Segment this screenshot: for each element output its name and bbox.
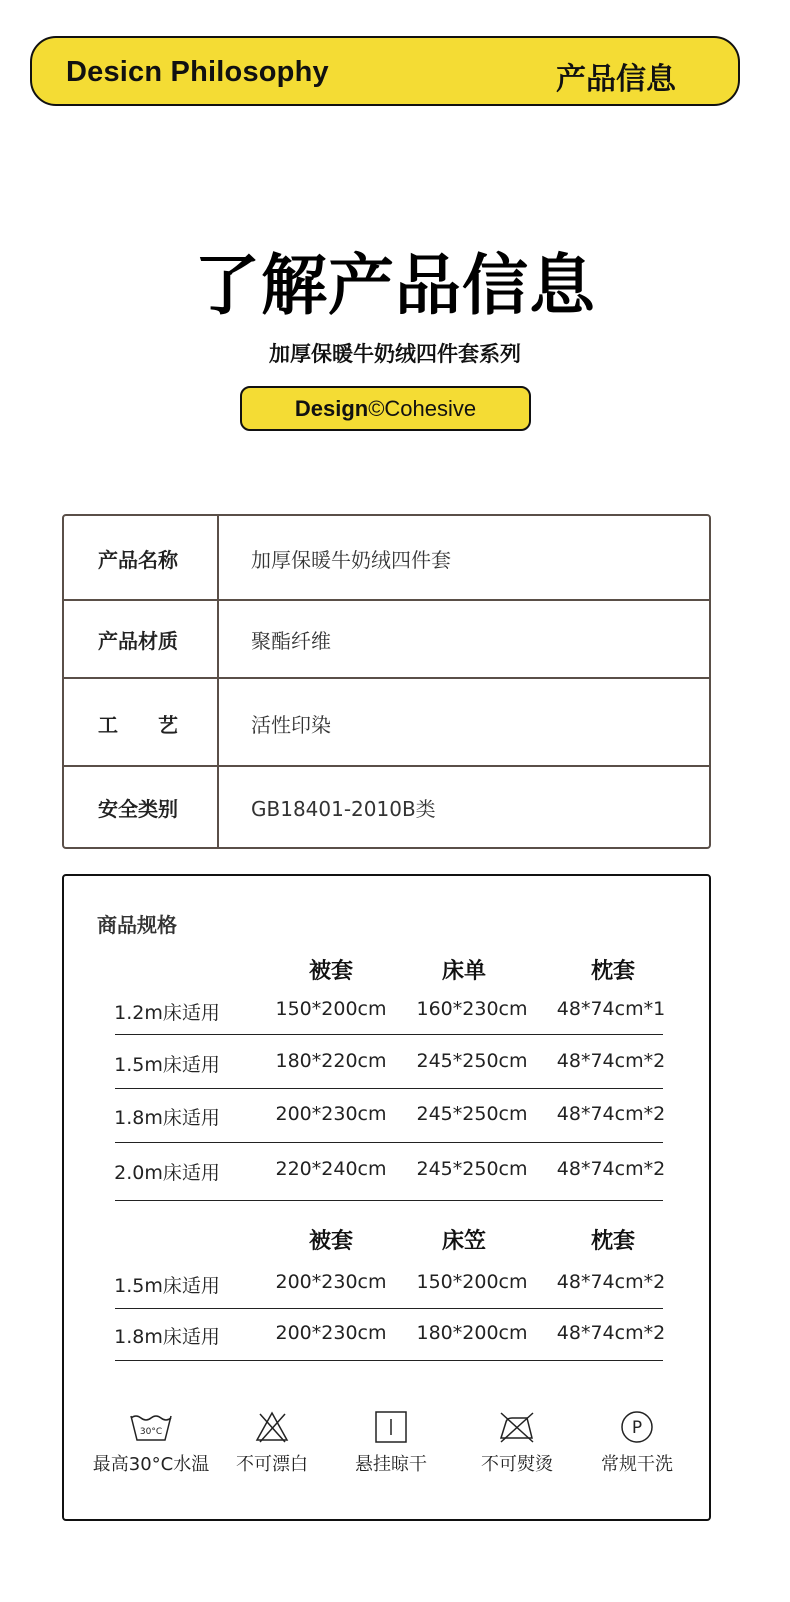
page-subtitle: 加厚保暖牛奶绒四件套系列	[269, 342, 521, 366]
row-divider	[115, 1308, 663, 1309]
brand-pill	[240, 386, 531, 431]
spec-cell: 150*200cm	[416, 1271, 528, 1293]
spec-cell: 150*200cm	[275, 998, 387, 1020]
banner-chinese-title: 产品信息	[556, 62, 676, 97]
dry-clean-letter: P	[631, 1418, 643, 1438]
spec-cell: 200*230cm	[275, 1322, 387, 1344]
specs-header: 床单	[441, 959, 486, 984]
spec-cell: 245*250cm	[416, 1103, 528, 1125]
info-row-name	[64, 516, 709, 600]
care-dry-clean	[572, 1410, 702, 1476]
spec-cell: 48*74cm*2	[556, 1322, 666, 1344]
info-label: 产品名称	[98, 548, 178, 572]
banner-english-title: Desicn Philosophy	[66, 56, 329, 88]
row-divider	[115, 1142, 663, 1143]
info-value: GB18401-2010B类	[251, 797, 436, 821]
specs-header: 床笠	[441, 1229, 486, 1254]
care-label: 常规干洗	[601, 1454, 673, 1475]
spec-cell: 48*74cm*1	[556, 998, 666, 1020]
info-row-craft	[64, 677, 709, 767]
specs-header: 枕套	[590, 959, 635, 984]
specs-header: 枕套	[590, 1229, 635, 1254]
info-label: 工 艺	[98, 713, 178, 737]
spec-bed-size: 2.0m床适用	[114, 1162, 220, 1184]
care-no-bleach	[207, 1410, 337, 1476]
spec-cell: 180*200cm	[416, 1322, 528, 1344]
spec-cell: 48*74cm*2	[556, 1158, 666, 1180]
product-specs-card	[62, 874, 711, 1521]
header-banner	[30, 36, 740, 106]
page-title: 了解产品信息	[194, 247, 596, 324]
row-divider	[115, 1034, 663, 1035]
row-divider	[115, 1088, 663, 1089]
spec-bed-size: 1.5m床适用	[114, 1054, 220, 1076]
info-value: 加厚保暖牛奶绒四件套	[251, 548, 451, 572]
brand-pill-bold: Design	[294, 396, 369, 421]
product-info-table	[62, 514, 711, 849]
spec-bed-size: 1.8m床适用	[114, 1326, 220, 1348]
hang-dry-icon	[374, 1410, 408, 1444]
no-bleach-icon	[254, 1410, 290, 1444]
care-label: 不可熨烫	[481, 1454, 553, 1475]
spec-cell: 160*230cm	[416, 998, 528, 1020]
brand-pill-rest: ©Cohesive	[368, 396, 477, 421]
row-divider	[115, 1200, 663, 1201]
care-hang-dry	[326, 1410, 456, 1476]
no-iron-icon	[497, 1410, 537, 1444]
info-value: 活性印染	[251, 713, 331, 737]
info-value: 聚酯纤维	[251, 629, 331, 653]
care-wash	[86, 1410, 216, 1476]
dry-clean-icon	[620, 1410, 654, 1444]
spec-cell: 245*250cm	[416, 1158, 528, 1180]
wash-temp-text: 30°C	[139, 1427, 163, 1437]
spec-bed-size: 1.2m床适用	[114, 1002, 220, 1024]
spec-cell: 180*220cm	[275, 1050, 387, 1072]
spec-cell: 245*250cm	[416, 1050, 528, 1072]
spec-cell: 48*74cm*2	[556, 1050, 666, 1072]
info-label: 安全类别	[98, 797, 178, 821]
spec-cell: 48*74cm*2	[556, 1271, 666, 1293]
care-label: 悬挂晾干	[355, 1454, 427, 1475]
info-label: 产品材质	[98, 629, 178, 653]
specs-header: 被套	[308, 1229, 353, 1254]
spec-cell: 200*230cm	[275, 1103, 387, 1125]
spec-cell: 200*230cm	[275, 1271, 387, 1293]
spec-cell: 220*240cm	[275, 1158, 387, 1180]
spec-cell: 48*74cm*2	[556, 1103, 666, 1125]
row-divider	[115, 1360, 663, 1361]
care-no-iron	[452, 1410, 582, 1476]
spec-bed-size: 1.8m床适用	[114, 1107, 220, 1129]
info-row-material	[64, 599, 709, 679]
wash-30-icon	[129, 1410, 173, 1444]
info-row-safety	[64, 765, 709, 849]
care-label: 最高30°C水温	[92, 1454, 210, 1475]
care-label: 不可漂白	[236, 1454, 308, 1475]
specs-title: 商品规格	[97, 913, 177, 937]
spec-bed-size: 1.5m床适用	[114, 1275, 220, 1297]
specs-header: 被套	[308, 959, 353, 984]
